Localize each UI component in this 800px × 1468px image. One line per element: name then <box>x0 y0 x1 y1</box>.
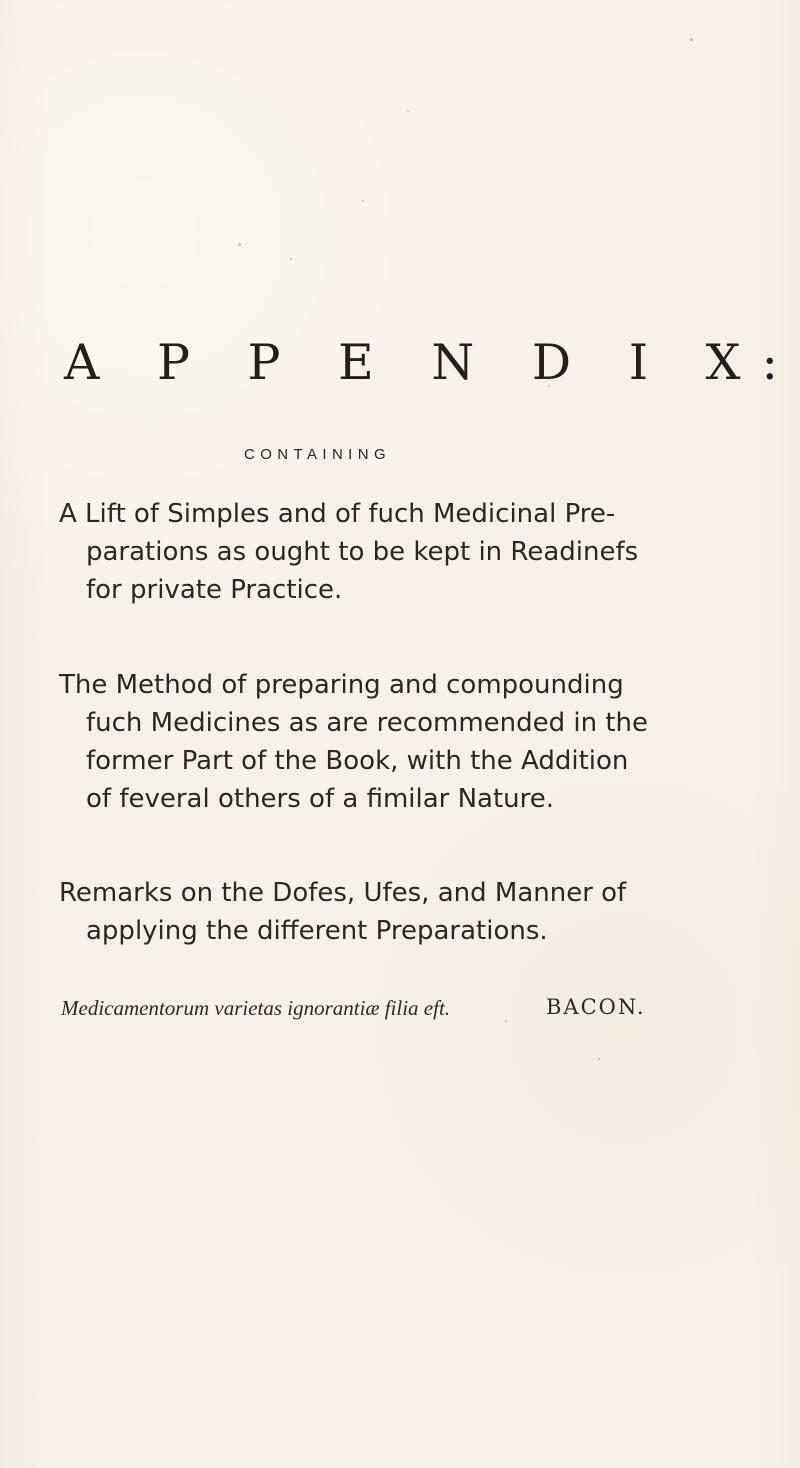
paper-speck <box>598 1058 600 1060</box>
entry-line: A Lift of Simples and of fuch Medicinal Pre- <box>59 499 616 529</box>
paper-speck <box>407 110 409 112</box>
paper-speck <box>505 1020 507 1022</box>
entry-line: applying the different Preparations. <box>86 916 548 946</box>
paper-speck <box>290 258 292 260</box>
page-title: A P P E N D I X: <box>64 334 800 391</box>
appendix-entry <box>59 874 739 950</box>
entry-line: of feveral others of a fimilar Nature. <box>86 784 555 814</box>
page-subtitle: CONTAINING <box>244 446 392 463</box>
latin-motto: Medicamentorum varietas ignorantiæ filia eft. <box>61 996 451 1020</box>
entry-line: for private Practice. <box>86 575 343 605</box>
appendix-entry <box>59 495 739 609</box>
entry-line: Remarks on the Dofes, Ufes, and Manner of <box>59 878 627 908</box>
paper-speck <box>362 200 364 202</box>
entry-line: parations as ought to be kept in Readinefs <box>86 537 639 567</box>
paper-speck <box>690 38 693 41</box>
paper-speck <box>548 385 550 387</box>
appendix-entry <box>59 666 739 818</box>
motto-attribution: BACON. <box>546 995 646 1019</box>
entry-line: former Part of the Book, with the Addition <box>86 746 629 776</box>
paper-speck <box>238 243 241 246</box>
entry-line: fuch Medicines as are recommended in the <box>86 708 649 738</box>
entry-line: The Method of preparing and compounding <box>59 670 624 700</box>
